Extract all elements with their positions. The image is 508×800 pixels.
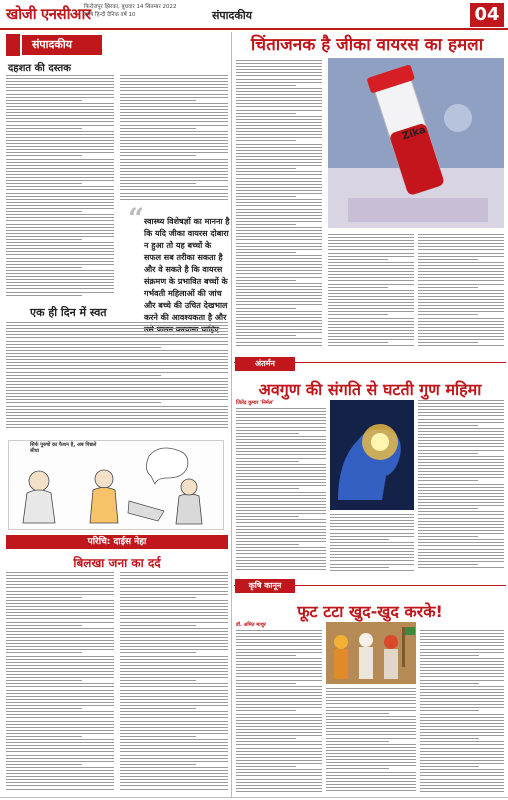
newspaper-logo: खोजी एनसीआर bbox=[6, 5, 91, 23]
masthead-date: फिरोजपुर झिरका, बुधवार 14 सितम्बर 2022 bbox=[84, 4, 177, 10]
antarman-photo bbox=[330, 400, 414, 510]
antarman-headline: अवगुण की संगति से घटती गुण महिमा bbox=[258, 380, 482, 399]
lead-headline: चिंताजनक है जीका वायरस का हमला bbox=[250, 35, 484, 55]
krishi-col1 bbox=[236, 630, 322, 795]
second-article-col2 bbox=[120, 572, 228, 794]
antarman-col1 bbox=[236, 408, 326, 573]
lead-photo bbox=[328, 58, 504, 228]
lead-body-col2 bbox=[328, 234, 414, 350]
brain-silhouette-icon bbox=[330, 400, 414, 510]
cartoon-caption: सिर्फ पुरुषों का फैशन है, अब पिछले सीधा bbox=[30, 442, 97, 454]
antarman-byline: जितेंद्र कुमार 'निर्मल' bbox=[236, 400, 274, 406]
krishi-byline: डॉ. अमित माथुर bbox=[236, 622, 266, 628]
photo-label: Zika bbox=[400, 124, 428, 143]
quote-mark-icon: “ bbox=[128, 202, 145, 235]
editorial-body-col2 bbox=[120, 75, 228, 203]
editorial-body-col1 bbox=[6, 75, 114, 299]
column-divider bbox=[231, 32, 232, 797]
krishi-col3 bbox=[420, 630, 504, 795]
zika-tube-icon bbox=[328, 58, 504, 228]
section-title: संपादकीय bbox=[212, 9, 253, 22]
krishi-label: कृषि कानून bbox=[235, 579, 295, 593]
lead-body-col1 bbox=[236, 60, 322, 350]
editorial-pullquote: स्वास्थ्य विशेषज्ञों का मानना है कि यदि जीका वायरस दोबारा न हुआ तो यह बच्चों के सफल सब तरीका सकता है और वे सकते है कि वायरस संक्रमण के प्रभावित बच्चों के गर्भवती महिलाओं की जांच और बच्चे की उचित देखभाल करने की आवश्यकता है और bbox=[144, 216, 230, 322]
krishi-headline: फूट टटा खुद-खुद करके! bbox=[297, 602, 443, 621]
editorial-headline: दहशत की दस्तक bbox=[8, 63, 71, 74]
second-article-col1 bbox=[6, 572, 114, 794]
second-article-headline: बिलखा जना का दर्द bbox=[73, 556, 161, 570]
antarman-col2 bbox=[330, 514, 414, 573]
editorial-marker bbox=[6, 34, 20, 56]
farmers-crowd-icon bbox=[326, 622, 416, 684]
editorial-label: संपादकीय bbox=[22, 35, 102, 55]
masthead-edition: ऋषि हिन्दी दैनिक वर्ष 10 bbox=[84, 12, 136, 18]
footer-rule bbox=[0, 797, 508, 798]
antarman-col3 bbox=[418, 400, 504, 573]
krishi-photo bbox=[326, 622, 416, 684]
page-number: 04 bbox=[470, 3, 504, 27]
editorial-body-lower bbox=[6, 322, 228, 432]
krishi-col2 bbox=[326, 688, 416, 795]
second-article-band: परिचि: दाईस नेहा bbox=[6, 535, 228, 549]
lead-body-col3 bbox=[418, 234, 504, 350]
cartoon-drawing-icon bbox=[9, 441, 225, 531]
antarman-label: अंतर्मन bbox=[235, 357, 295, 371]
masthead-rule bbox=[0, 28, 508, 30]
editorial-subhead: एक ही दिन में स्वत bbox=[30, 306, 107, 319]
